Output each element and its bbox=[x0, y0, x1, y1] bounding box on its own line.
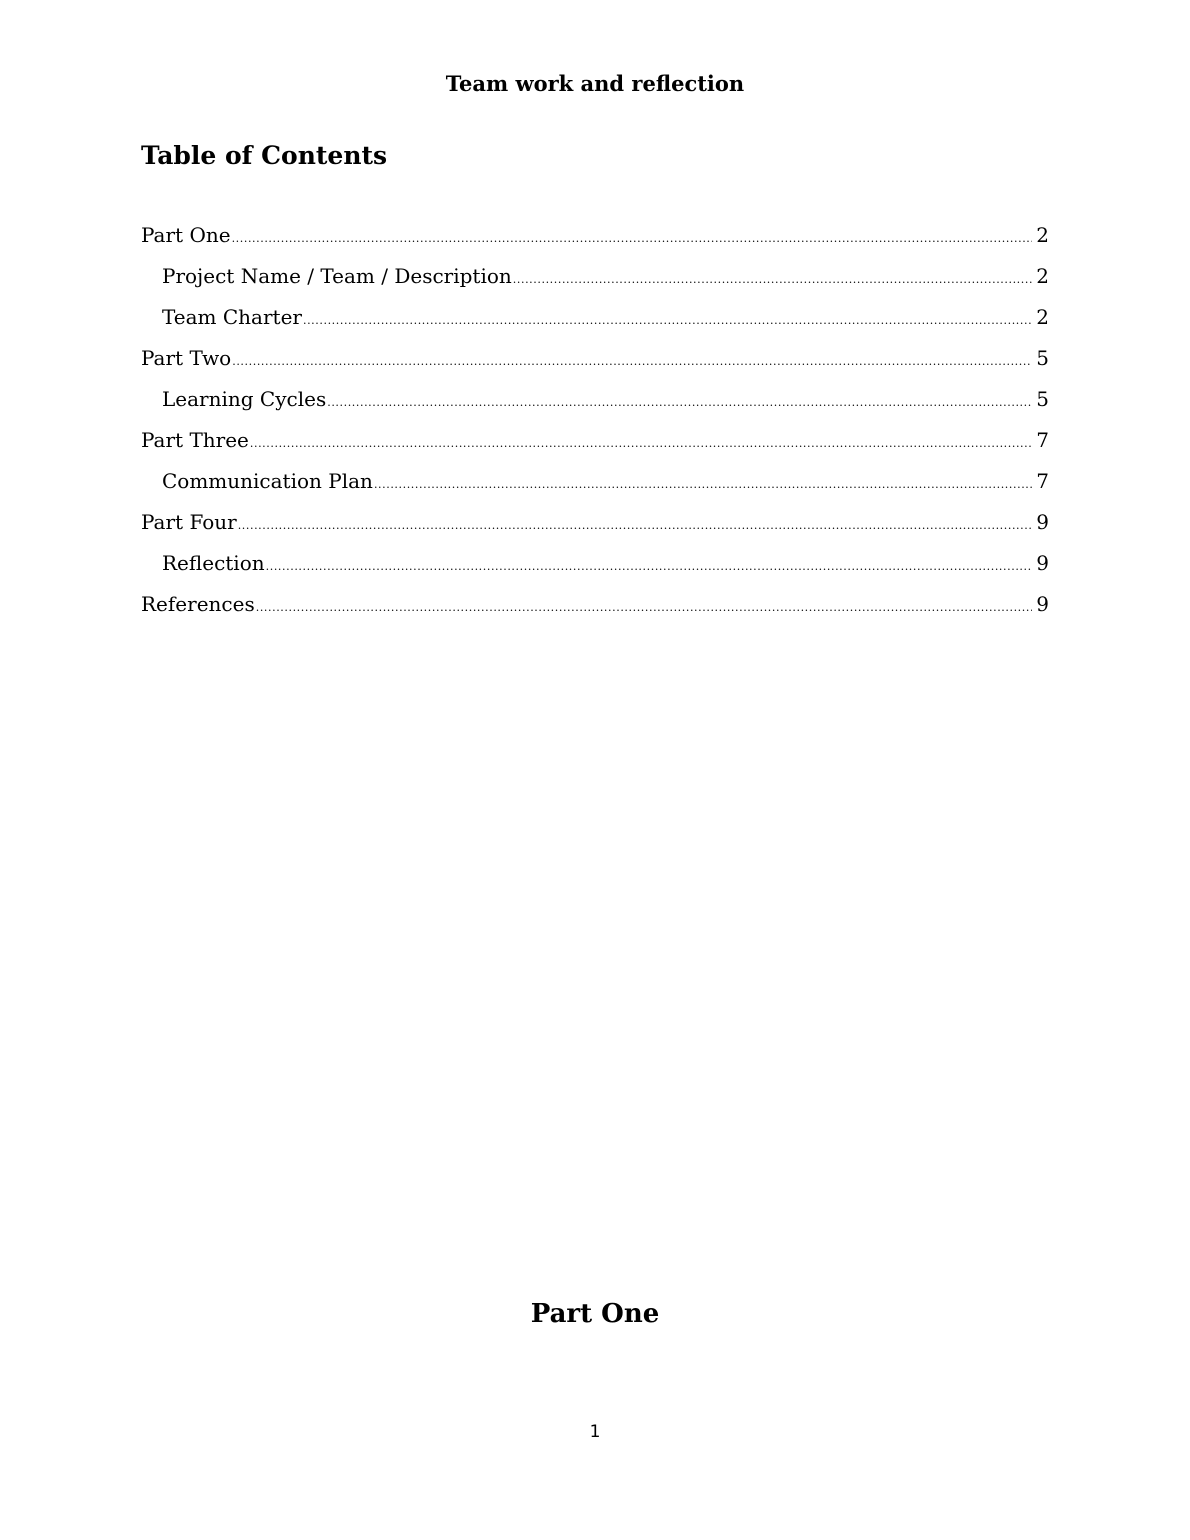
toc-entry-page: 9 bbox=[1036, 551, 1049, 575]
toc-leader-dots bbox=[232, 225, 1033, 253]
toc-entry-page: 7 bbox=[1036, 469, 1049, 493]
section-heading: Part One bbox=[530, 1299, 660, 1329]
toc-entry-page: 2 bbox=[1036, 264, 1049, 288]
toc-entry-page: 9 bbox=[1036, 510, 1049, 534]
toc-entry-part-three[interactable] bbox=[141, 426, 1049, 467]
toc-entry-page: 2 bbox=[1036, 305, 1049, 329]
toc-leader-dots bbox=[256, 594, 1033, 622]
toc-leader-dots bbox=[303, 307, 1032, 335]
toc-entry-project-name-team-description[interactable] bbox=[141, 262, 1049, 303]
table-of-contents bbox=[141, 221, 1049, 631]
toc-leader-dots bbox=[232, 348, 1032, 376]
page-number: 1 bbox=[589, 1422, 601, 1442]
toc-leader-dots bbox=[327, 389, 1032, 417]
toc-leader-dots bbox=[513, 266, 1032, 294]
toc-entry-title: Part One bbox=[141, 223, 231, 247]
toc-entry-team-charter[interactable] bbox=[141, 303, 1049, 344]
toc-entry-page: 2 bbox=[1036, 223, 1049, 247]
toc-entry-part-one[interactable] bbox=[141, 221, 1049, 262]
toc-entry-title: References bbox=[141, 592, 255, 616]
toc-entry-references[interactable] bbox=[141, 590, 1049, 631]
toc-entry-title: Reflection bbox=[162, 551, 265, 575]
toc-entry-title: Learning Cycles bbox=[162, 387, 327, 411]
toc-entry-title: Part Four bbox=[141, 510, 237, 534]
toc-leader-dots bbox=[266, 553, 1033, 581]
toc-heading: Table of Contents bbox=[141, 141, 388, 170]
toc-entry-page: 5 bbox=[1036, 387, 1049, 411]
toc-leader-dots bbox=[238, 512, 1033, 540]
toc-leader-dots bbox=[250, 430, 1032, 458]
toc-entry-title: Team Charter bbox=[162, 305, 302, 329]
toc-leader-dots bbox=[374, 471, 1032, 499]
toc-entry-title: Part Two bbox=[141, 346, 232, 370]
toc-entry-page: 7 bbox=[1036, 428, 1049, 452]
toc-entry-title: Project Name / Team / Description bbox=[162, 264, 512, 288]
toc-entry-page: 9 bbox=[1036, 592, 1049, 616]
toc-entry-page: 5 bbox=[1036, 346, 1049, 370]
toc-entry-reflection[interactable] bbox=[141, 549, 1049, 590]
toc-entry-title: Communication Plan bbox=[162, 469, 373, 493]
toc-entry-communication-plan[interactable] bbox=[141, 467, 1049, 508]
toc-entry-part-two[interactable] bbox=[141, 344, 1049, 385]
toc-entry-title: Part Three bbox=[141, 428, 249, 452]
toc-entry-part-four[interactable] bbox=[141, 508, 1049, 549]
running-header: Team work and reflection bbox=[445, 71, 745, 96]
toc-entry-learning-cycles[interactable] bbox=[141, 385, 1049, 426]
